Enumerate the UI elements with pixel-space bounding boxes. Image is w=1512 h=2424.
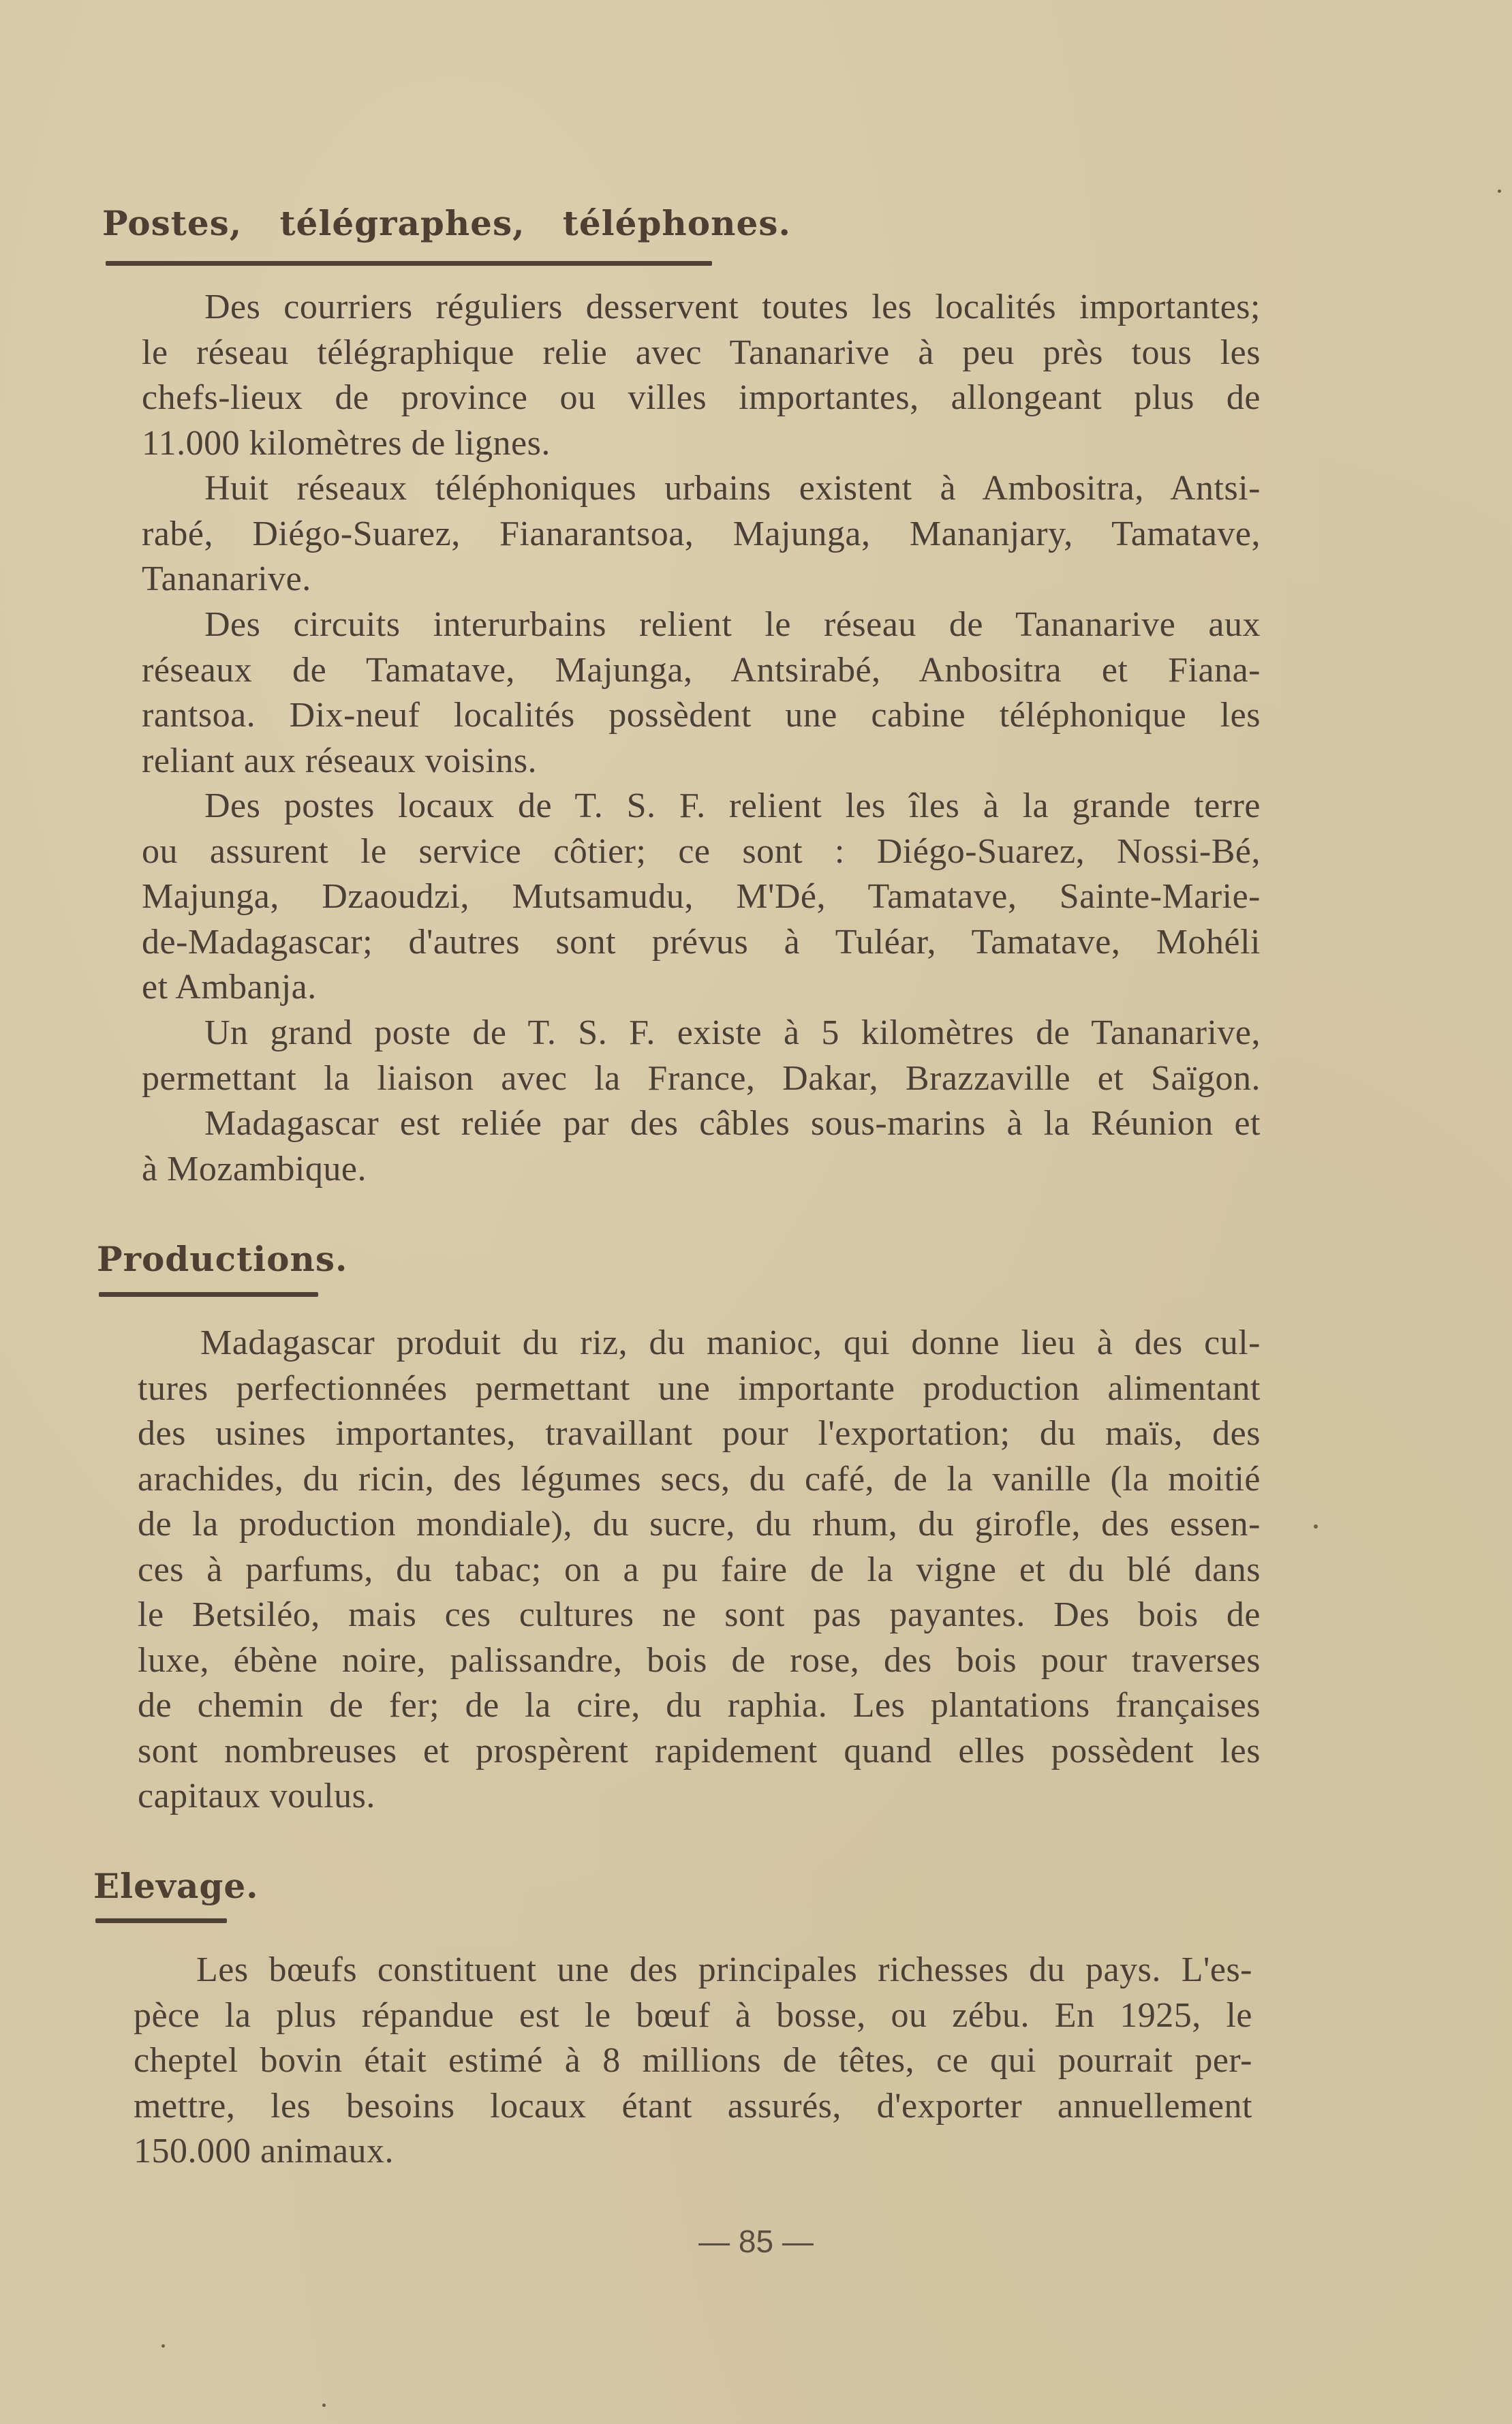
paragraph-tsf-locaux (142, 784, 1261, 1011)
text-line: chefs-lieux de province ou villes importantes, allongeant plus de (142, 378, 1261, 417)
text-line: rantsoa. Dix-neuf localités possèdent une cabine téléphonique les (142, 696, 1261, 735)
text-line: ou assurent le service côtier; ce sont : Diégo-Suarez, Nossi-Bé, (142, 831, 1261, 871)
paper-speck (1498, 189, 1501, 193)
text-line: Des postes locaux de T. S. F. relient les îles à la grande terre (204, 786, 1261, 825)
text-line: Des courriers réguliers desservent toutes les localités importantes; (204, 288, 1261, 326)
text-line: sont nombreuses et prospèrent rapidement quand elles possèdent les (138, 1731, 1261, 1770)
paragraph-cables (142, 1101, 1261, 1192)
paragraph-reseaux-urbains (142, 466, 1261, 602)
paragraph-elevage (134, 1948, 1252, 2175)
text-line: et Ambanja. (142, 968, 317, 1007)
text-line: mettre, les besoins locaux étant assurés, d'exporter annuellement (134, 2086, 1252, 2126)
text-line: Madagascar est reliée par des câbles sous-marins à la Réunion et (204, 1104, 1261, 1143)
heading-underline (99, 1292, 318, 1297)
text-line: Des circuits interurbains relient le réseau de Tananarive aux (204, 605, 1261, 644)
text-line: le réseau télégraphique relie avec Tananarive à peu près tous les (142, 333, 1261, 372)
paragraph-grand-poste (142, 1011, 1261, 1101)
text-line: luxe, ébène noire, palissandre, bois de rose, des bois pour traverses (138, 1640, 1261, 1680)
text-line: reliant aux réseaux voisins. (142, 741, 538, 780)
text-line: pèce la plus répandue est le bœuf à bosse, ou zébu. En 1925, le (134, 1995, 1252, 2035)
text-line: Majunga, Dzaoudzi, Mutsamudu, M'Dé, Tamatave, Sainte-Marie- (142, 877, 1261, 916)
text-line: de chemin de fer; de la cire, du raphia. Les plantations françaises (138, 1686, 1261, 1725)
text-line: cheptel bovin était estimé à 8 millions de têtes, ce qui pourrait per- (134, 2041, 1252, 2080)
page-number: — 85 — (698, 2224, 814, 2259)
paragraph-courriers (142, 285, 1261, 466)
text-line: à Mozambique. (142, 1149, 367, 1188)
text-line: de la production mondiale), du sucre, du rhum, du girofle, des essen- (138, 1505, 1261, 1544)
paragraph-productions (138, 1321, 1261, 1820)
text-line: ces à parfums, du tabac; on a pu faire de la vigne et du blé dans (138, 1550, 1261, 1589)
section-heading-elevage: Elevage. (93, 1866, 259, 1906)
text-line: de-Madagascar; d'autres sont prévus à Tuléar, Tamatave, Mohéli (142, 922, 1261, 962)
paper-speck (322, 2404, 326, 2407)
text-line: capitaux voulus. (138, 1777, 375, 1815)
section-heading-productions: Productions. (97, 1239, 348, 1279)
paragraph-circuits-interurbains (142, 602, 1261, 784)
text-line: 11.000 kilomètres de lignes. (142, 423, 551, 463)
paper-speck (161, 2344, 165, 2348)
heading-underline (95, 1918, 227, 1923)
heading-underline (106, 261, 712, 266)
text-line: Madagascar produit du riz, du manioc, qui donne lieu à des cul- (200, 1323, 1261, 1362)
section-heading-postes: Postes, télégraphes, téléphones. (102, 203, 791, 243)
text-line: rabé, Diégo-Suarez, Fianarantsoa, Majunga, Mananjary, Tamatave, (142, 514, 1261, 553)
text-line: le Betsiléo, mais ces cultures ne sont pas payantes. Des bois de (138, 1595, 1261, 1634)
text-line: réseaux de Tamatave, Majunga, Antsirabé, Anbositra et Fiana- (142, 650, 1261, 690)
text-line: tures perfectionnées permettant une importante production alimentant (138, 1368, 1261, 1408)
text-line: Huit réseaux téléphoniques urbains existent à Ambositra, Antsi- (204, 469, 1261, 508)
text-line: 150.000 animaux. (134, 2132, 395, 2170)
text-line: Un grand poste de T. S. F. existe à 5 kilomètres de Tananarive, (204, 1013, 1261, 1052)
text-line: Les bœufs constituent une des principales richesses du pays. L'es- (196, 1950, 1252, 1989)
paper-speck (1314, 1524, 1318, 1529)
text-line: permettant la liaison avec la France, Dakar, Brazzaville et Saïgon. (142, 1058, 1261, 1098)
text-line: arachides, du ricin, des légumes secs, du café, de la vanille (la moitié (138, 1459, 1261, 1499)
text-line: des usines importantes, travaillant pour l'exportation; du maïs, des (138, 1414, 1261, 1453)
text-line: Tananarive. (142, 559, 311, 598)
